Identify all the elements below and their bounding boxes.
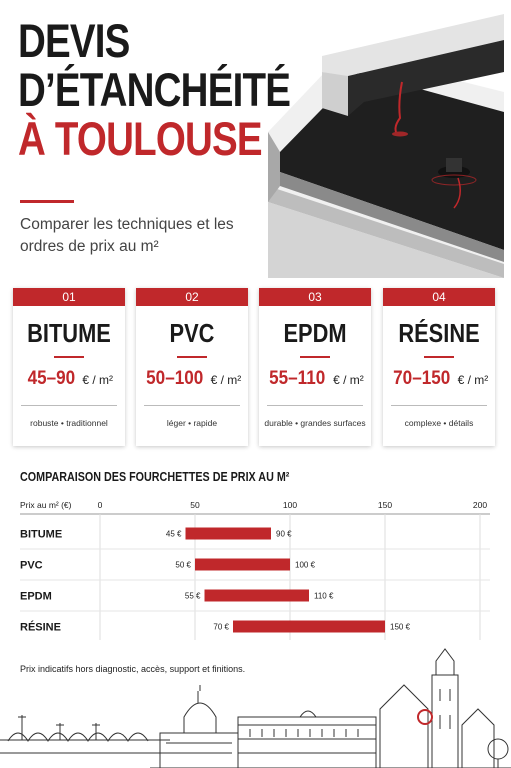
- x-axis-label: Prix au m² (€): [20, 500, 72, 510]
- category-label: PVC: [20, 559, 43, 572]
- footer-note: Prix indicatifs hors diagnostic, accès, support et finitions.: [20, 664, 246, 674]
- card-resine: [383, 288, 495, 446]
- title-line-1: DEVIS: [18, 14, 130, 67]
- range-high-label: 150 €: [390, 622, 411, 632]
- x-tick-label: 200: [472, 500, 488, 510]
- card-number: 03: [259, 288, 371, 306]
- range-bar: [186, 528, 272, 540]
- card-price-value: 55–110: [269, 368, 326, 389]
- card-separator: [391, 405, 487, 406]
- card-price: [383, 368, 495, 390]
- card-price: [259, 368, 371, 390]
- title-line-2: D’ÉTANCHÉITÉ: [18, 63, 291, 116]
- page-title: [18, 14, 291, 165]
- range-low-label: 50 €: [175, 560, 191, 570]
- card-rule: [424, 356, 454, 358]
- range-low-label: 45 €: [165, 529, 182, 539]
- x-tick-label: 50: [190, 500, 200, 510]
- technique-cards: [13, 288, 499, 446]
- card-separator: [144, 405, 240, 406]
- card-price: [136, 368, 248, 390]
- card-tags: durable • grandes surfaces: [264, 418, 366, 428]
- range-low-label: 55 €: [184, 591, 201, 601]
- toulouse-skyline-illustration: [0, 645, 511, 768]
- title-line-3: À TOULOUSE: [18, 112, 262, 165]
- x-tick-label: 100: [282, 500, 298, 510]
- card-price-value: 50–100: [145, 368, 203, 389]
- range-bar: [233, 621, 385, 633]
- card-name: BITUME: [27, 318, 111, 348]
- card-epdm: [259, 288, 371, 446]
- category-label: EPDM: [20, 590, 52, 603]
- card-name: EPDM: [283, 318, 347, 348]
- range-high-label: 100 €: [295, 560, 316, 570]
- card-separator: [267, 405, 363, 406]
- card-separator: [21, 405, 117, 406]
- card-number: 01: [13, 288, 125, 306]
- subtitle: Comparer les techniques et les ordres de prix au m²: [20, 216, 234, 255]
- card-tags: complexe • détails: [404, 418, 474, 428]
- chart-title: COMPARAISON DES FOURCHETTES DE PRIX AU M²: [20, 470, 290, 484]
- card-tags: robuste • traditionnel: [30, 418, 108, 428]
- card-rule: [300, 356, 330, 358]
- card-price-unit: € / m²: [333, 373, 364, 387]
- range-bar: [205, 590, 310, 602]
- range-high-label: 90 €: [276, 529, 292, 539]
- card-tags: léger • rapide: [166, 418, 218, 428]
- card-price-value: 45–90: [27, 368, 76, 389]
- card-number: 04: [383, 288, 495, 306]
- card-pvc: [136, 288, 248, 446]
- category-label: BITUME: [20, 528, 63, 541]
- x-tick-label: 150: [377, 500, 393, 510]
- card-bitume: [13, 288, 125, 446]
- x-tick-label: 0: [97, 500, 103, 510]
- range-low-label: 70 €: [213, 622, 229, 632]
- category-label: RÉSINE: [20, 621, 61, 634]
- range-bar: [195, 559, 290, 571]
- card-rule: [177, 356, 207, 358]
- roof-illustration: [268, 12, 504, 278]
- card-price-unit: € / m²: [210, 373, 242, 387]
- card-number: 02: [136, 288, 248, 306]
- card-price: [13, 368, 125, 390]
- title-rule: [20, 200, 74, 203]
- card-name: RÉSINE: [398, 318, 480, 348]
- card-name: PVC: [169, 318, 215, 348]
- card-price-value: 70–150: [392, 368, 450, 389]
- range-high-label: 110 €: [314, 591, 334, 601]
- card-price-unit: € / m²: [457, 373, 489, 387]
- card-price-unit: € / m²: [82, 373, 113, 387]
- card-rule: [54, 356, 84, 358]
- price-range-chart: [0, 490, 511, 640]
